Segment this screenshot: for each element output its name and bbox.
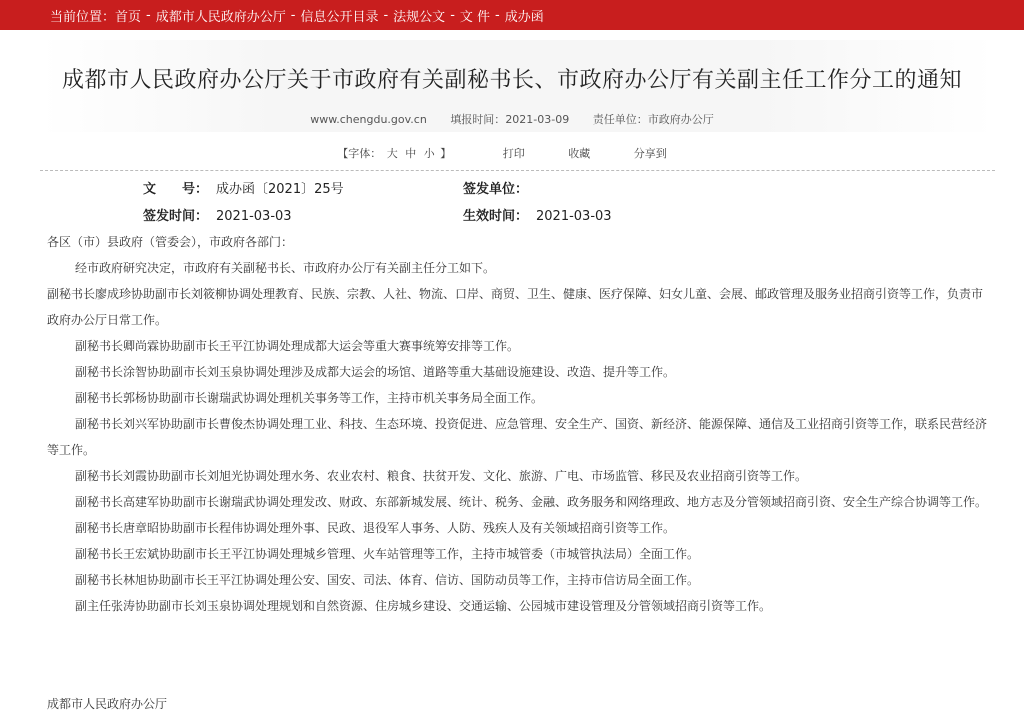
font-large-button[interactable]: 大 bbox=[386, 147, 398, 160]
body-paragraph: 副秘书长涂智协助副市长刘玉泉协调处理涉及成都大运会的场馆、道路等重大基础设施建设、改造、提升等工作。 bbox=[75, 365, 676, 379]
body-paragraph: 副秘书长郭杨协助副市长谢瑞武协调处理机关事务等工作，主持市机关事务局全面工作。 bbox=[75, 391, 544, 405]
breadcrumb-regulations[interactable]: 法规公文 bbox=[393, 9, 446, 25]
doc-issuer bbox=[463, 178, 536, 197]
doc-effective-date bbox=[463, 205, 612, 224]
filled-time bbox=[450, 113, 569, 126]
font-small-button[interactable]: 小 bbox=[423, 147, 435, 160]
breadcrumb-documents[interactable]: 文 件 bbox=[459, 9, 491, 25]
breadcrumb-catalog[interactable]: 信息公开目录 bbox=[300, 9, 379, 25]
responsible-unit bbox=[593, 113, 714, 126]
body-paragraph: 副主任张涛协助副市长刘玉泉协调处理规划和自然资源、住房城乡建设、交通运输、公园城市建设管理及分管领域招商引资等工作。 bbox=[75, 599, 772, 613]
filled-time-value: 2021-03-09 bbox=[505, 113, 570, 126]
document-body bbox=[47, 229, 992, 619]
responsible-unit-label: 责任单位： bbox=[592, 113, 648, 126]
doc-issue-date-label: 签发时间： bbox=[143, 209, 209, 224]
doc-number-value: 成办函〔2021〕25号 bbox=[216, 182, 344, 197]
doc-issue-date-value: 2021-03-03 bbox=[216, 209, 292, 224]
breadcrumb-home[interactable]: 首页 bbox=[115, 9, 142, 25]
body-paragraph: 副秘书长卿尚霖协助副市长王平江协调处理成都大运会等重大赛事统筹安排等工作。 bbox=[75, 339, 520, 353]
doc-effective-date-label: 生效时间： bbox=[463, 209, 529, 224]
doc-number-label: 文 号： bbox=[143, 182, 209, 197]
font-size-label: 【字体： bbox=[337, 147, 382, 160]
breadcrumb-separator: - bbox=[383, 7, 389, 23]
page-title: 成都市人民政府办公厅关于市政府有关副秘书长、市政府办公厅有关副主任工作分工的通知 bbox=[61, 68, 962, 93]
body-paragraph: 副秘书长廖成珍协助副市长刘筱柳协调处理教育、民族、宗教、人社、物流、口岸、商贸、卫生、健康、医疗保障、妇女儿童、会展、邮政管理及服务业招商引资等工作，负责市政府办公厅日常工作。 bbox=[47, 287, 984, 327]
share-button[interactable]: 分享到 bbox=[633, 147, 667, 160]
body-paragraph: 副秘书长王宏斌协助副市长王平江协调处理城乡管理、火车站管理等工作，主持市城管委（市城管执法局）全面工作。 bbox=[75, 547, 700, 561]
body-paragraph: 副秘书长高建军协助副市长谢瑞武协调处理发改、财政、东部新城发展、统计、税务、金融、政务服务和网络理政、地方志及分管领域招商引资、安全生产综合协调等工作。 bbox=[75, 495, 988, 509]
filled-time-label: 填报时间： bbox=[450, 113, 506, 126]
salutation: 各区（市）县政府（管委会），市政府各部门： bbox=[47, 235, 294, 249]
favorite-button[interactable]: 收藏 bbox=[568, 147, 591, 160]
breadcrumb-prefix: 当前位置： bbox=[50, 9, 116, 25]
body-paragraph: 副秘书长林旭协助副市长王平江协调处理公安、国安、司法、体育、信访、国防动员等工作，主持市信访局全面工作。 bbox=[75, 573, 700, 587]
intro-paragraph: 经市政府研究决定，市政府有关副秘书长、市政府办公厅有关副主任分工如下。 bbox=[75, 261, 496, 275]
doc-issue-date bbox=[143, 205, 292, 224]
font-size-close: 】 bbox=[440, 147, 452, 160]
responsible-unit-value: 市政府办公厅 bbox=[647, 113, 714, 126]
body-paragraph: 副秘书长刘霞协助副市长刘旭光协调处理水务、农业农村、粮食、扶贫开发、文化、旅游、广电、市场监管、移民及农业招商引资等工作。 bbox=[75, 469, 808, 483]
breadcrumb-office[interactable]: 成都市人民政府办公厅 bbox=[155, 9, 286, 25]
breadcrumb bbox=[0, 0, 1024, 30]
divider bbox=[40, 170, 995, 171]
font-size-selector bbox=[337, 147, 455, 160]
font-medium-button[interactable]: 中 bbox=[405, 147, 417, 160]
doc-number bbox=[143, 178, 344, 197]
article-meta bbox=[0, 111, 1024, 127]
body-paragraph: 副秘书长唐章昭协助副市长程伟协调处理外事、民政、退役军人事务、人防、残疾人及有关领域招商引资等工作。 bbox=[75, 521, 676, 535]
article-tools bbox=[0, 145, 1024, 161]
body-paragraph: 副秘书长刘兴军协助副市长曹俊杰协调处理工业、科技、生态环境、投资促进、应急管理、安全生产、国资、新经济、能源保障、通信及工业招商引资等工作，联系民营经济等工作。 bbox=[47, 417, 988, 457]
print-button[interactable]: 打印 bbox=[502, 147, 525, 160]
breadcrumb-separator: - bbox=[146, 7, 151, 23]
breadcrumb-separator: - bbox=[290, 7, 296, 23]
breadcrumb-separator: - bbox=[450, 7, 455, 23]
site-url: www.chengdu.gov.cn bbox=[310, 113, 427, 126]
signature: 成都市人民政府办公厅 bbox=[47, 697, 168, 711]
doc-issuer-label: 签发单位： bbox=[463, 182, 529, 197]
doc-effective-date-value: 2021-03-03 bbox=[536, 209, 612, 224]
breadcrumb-separator: - bbox=[495, 7, 500, 23]
breadcrumb-current[interactable]: 成办函 bbox=[504, 9, 544, 25]
